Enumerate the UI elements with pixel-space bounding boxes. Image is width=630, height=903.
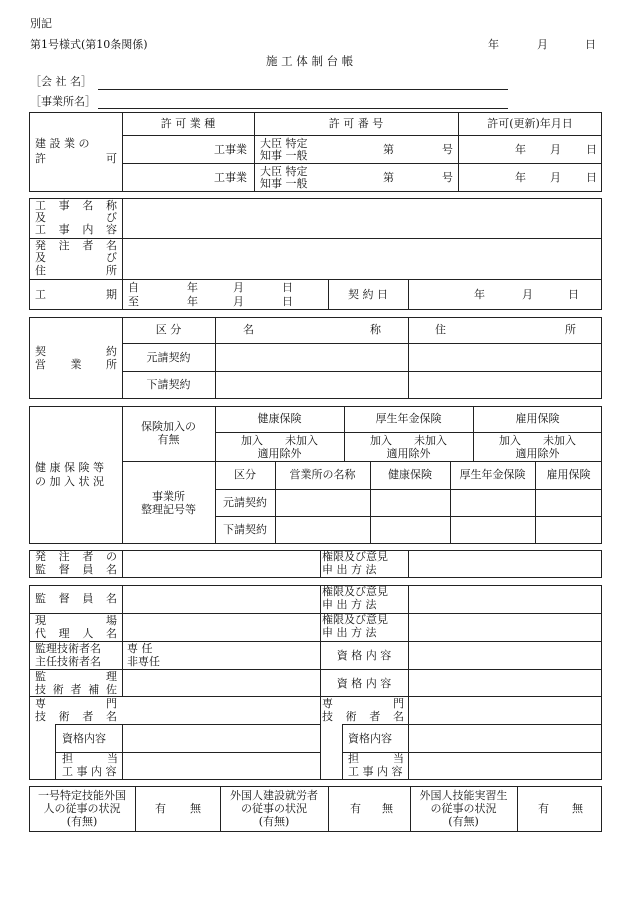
from-year: 年 [187,281,198,294]
to-month: 月 [233,295,244,308]
insurance-enroll-label: 保険加入の 有無 [141,420,196,446]
permit-row2-dai: 第 [383,171,394,184]
contract-date-label: 契 約 日 [348,288,388,301]
insurance-prime-row: 元請契約 [223,496,267,509]
health-status-1: 加入 未加入 [241,434,318,447]
sales-category-header: 区 分 [155,323,182,336]
reg-pension-header: 厚生年金保険 [459,468,526,481]
health-status-2: 適用除外 [257,447,302,460]
office-reg-label: 事業所 整理記号等 [141,490,196,516]
permit-row2-month: 月 [550,171,561,184]
period-label: 工 期 [35,288,117,301]
full-time-option[interactable]: 専 任 [127,642,153,655]
sales-sub-row: 下請契約 [146,378,191,391]
chief-engineer-label-1: 監理技術者名 [35,642,101,655]
client-supervisor-label-1: 発 注 者 の [35,550,117,563]
specialist-label-left-2: 技 術 者 名 [35,710,117,723]
permit-date-header: 許可(更新)年月日 [487,117,573,130]
to-year: 年 [187,295,198,308]
sales-prime-row: 元請契約 [146,351,191,364]
pension-status-2: 適用除外 [386,447,431,460]
health-insurance-header: 健康保険 [257,412,302,425]
project-name-label-2: 及 び [35,211,117,224]
permit-row2-auth2: 知事 一般 [260,177,308,190]
employment-insurance-header: 雇用保険 [515,412,560,425]
site-agent-label-1: 現 場 [35,614,117,627]
insurance-label-2: の 加 入 状 況 [35,475,104,488]
date-year-label: 年 [488,38,499,51]
sales-addr-header-a: 住 [435,323,446,336]
not-full-time-option[interactable]: 非専任 [127,655,160,668]
authority-label-2: 申 出 方 法 [322,598,377,611]
specialist-label-right-2: 技 術 者 名 [322,710,404,723]
permit-row2-auth1: 大臣 特定 [260,165,308,178]
charge-label-right-2: 工 事 内 容 [348,765,403,778]
permit-number-header: 許 可 番 号 [328,117,384,130]
specified-skill-yes[interactable]: 有 [155,802,166,815]
reg-employment-header: 雇用保険 [546,468,591,481]
assistant-label-1: 監 理 [35,670,117,683]
specialist-label-left-1: 専 門 [35,697,117,710]
sales-addr-header-b: 所 [565,323,576,336]
qualification-label-2: 資 格 内 容 [336,677,392,690]
charge-label-left-1: 担 当 [62,752,118,765]
office-label: ［事業所名］ [30,95,96,108]
permit-row1-day: 日 [586,143,597,156]
project-name-label: 工 事 名 称 [35,199,117,212]
insurance-label-1: 健 康 保 険 等 [35,461,104,474]
chief-engineer-label-2: 主任技術者名 [35,655,101,668]
client-supervisor-label-2: 監 督 員 名 [35,563,117,576]
company-name-field[interactable] [98,89,508,90]
site-agent-label-2: 代 理 人 名 [35,627,117,640]
insurance-office-name-header: 営業所の名称 [289,468,356,481]
permit-row-label-1: 建 設 業 の [35,137,90,150]
permit-row1-month: 月 [550,143,561,156]
client-authority-label-1: 権限及び意見 [322,550,388,563]
qual-content-right: 資格内容 [348,732,392,745]
trainee-no[interactable]: 無 [572,802,583,815]
permit-row1-go: 号 [442,143,453,156]
period-to: 至 [128,295,139,308]
authority-label-1: 権限及び意見 [322,585,388,598]
construction-worker-label: 外国人建設就労者 の従事の状況 (有無) [230,789,318,828]
pension-status-1: 加入 未加入 [370,434,447,447]
client-label-3: 住 所 [35,264,117,277]
sales-name-header-a: 名 [243,323,254,336]
date-month-label: 月 [537,38,548,51]
trainee-yes[interactable]: 有 [538,802,549,815]
permit-row-label-2: 許 可 [35,152,117,165]
assistant-label-2: 技 術 者 補 佐 [35,683,117,696]
project-name-label-3: 工 事 内 容 [35,223,117,236]
charge-label-left-2: 工 事 内 容 [62,765,117,778]
client-label: 発 注 者 名 [35,239,117,252]
from-month: 月 [233,281,244,294]
to-day: 日 [282,295,293,308]
qual-content-left: 資格内容 [62,732,106,745]
permit-row1-dai: 第 [383,143,394,156]
permit-row1-year: 年 [515,143,526,156]
supervisor-label: 監 督 員 名 [35,592,117,605]
company-label: ［会 社 名］ [30,75,92,88]
insurance-category-header: 区分 [234,468,256,481]
trainee-label: 外国人技能実習生 の従事の状況 (有無) [419,789,508,828]
permit-row2-go: 号 [442,171,453,184]
office-name-field[interactable] [98,108,508,109]
period-from: 自 [128,281,139,294]
employment-status-2: 適用除外 [515,447,560,460]
construction-worker-yes[interactable]: 有 [350,802,361,815]
contract-year: 年 [474,288,485,301]
annex-label: 別記 [30,17,52,30]
specified-skill-no[interactable]: 無 [190,802,201,815]
pension-header: 厚生年金保険 [375,412,442,425]
permit-row1-suffix: 工事業 [214,143,247,156]
date-day-label: 日 [585,38,596,51]
client-authority-label-2: 申 出 方 法 [322,563,377,576]
form-number: 第1号様式(第10条関係) [30,38,148,51]
permit-type-header: 許 可 業 種 [160,117,216,130]
authority-label-4: 申 出 方 法 [322,626,377,639]
employment-status-1: 加入 未加入 [499,434,576,447]
permit-row1-auth2: 知事 一般 [260,149,308,162]
contract-day: 日 [568,288,579,301]
construction-worker-no[interactable]: 無 [382,802,393,815]
permit-row2-day: 日 [586,171,597,184]
sales-label-2: 営 業 所 [35,358,117,371]
permit-row2-suffix: 工事業 [214,171,247,184]
permit-row1-auth1: 大臣 特定 [260,137,308,150]
reg-health-header: 健康保険 [388,468,432,481]
permit-row2-year: 年 [515,171,526,184]
authority-label-3: 権限及び意見 [322,613,388,626]
sales-label-1: 契 約 [35,345,117,358]
sales-name-header-b: 称 [370,323,381,336]
specified-skill-label: 一号特定技能外国 人の従事の状況 (有無) [38,789,126,828]
qualification-label-1: 資 格 内 容 [336,649,392,662]
specialist-label-right-1: 専 門 [322,697,404,710]
charge-label-right-1: 担 当 [348,752,404,765]
insurance-sub-row: 下請契約 [223,523,267,536]
page-title: 施 工 体 制 台 帳 [266,54,354,68]
from-day: 日 [282,281,293,294]
client-label-2: 及 び [35,251,117,264]
contract-month: 月 [522,288,533,301]
